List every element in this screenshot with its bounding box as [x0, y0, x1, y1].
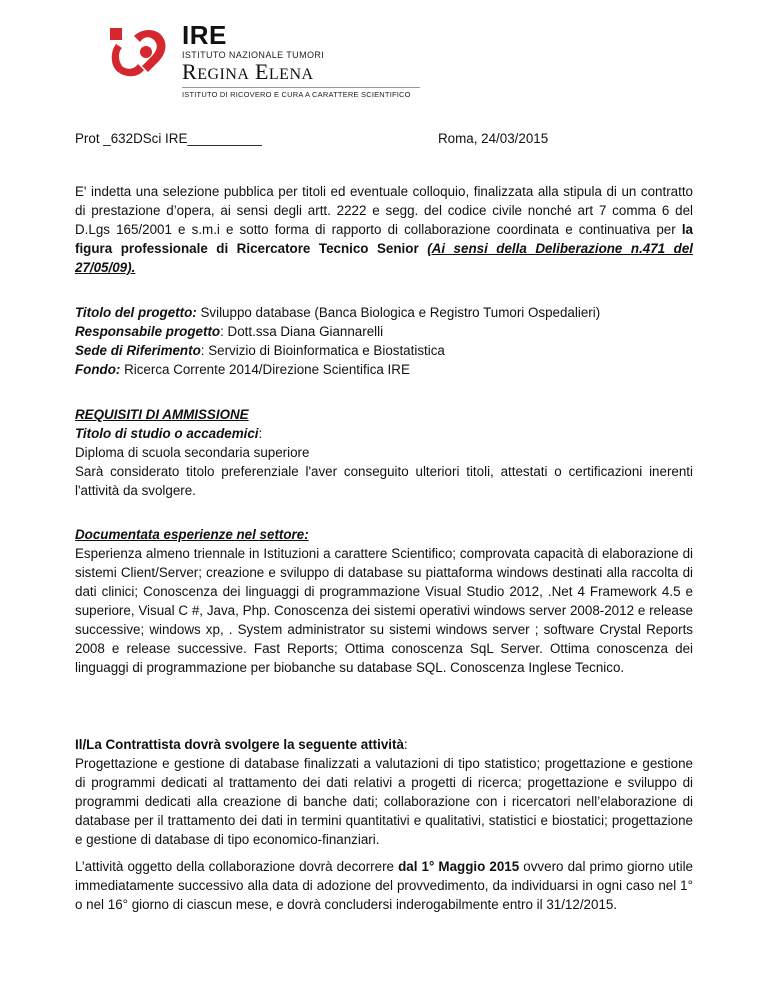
experience-text: Esperienza almeno triennale in Istituzioni a carattere Scientifico; comprovata capacità di elaborazione di sistemi Client/Server; creazione e sviluppo di database su piattaforma windows destinati alla raccolta di dati clinici; Conoscenza dei linguaggi di programmazione Visual Studio 2012, .Net 4 Framework 4.5 e superiore, Visual C #, Java, Php. Conoscenza dei sistemi operativi windows server 2008-2012 e release successive; windows xp, . System administrator su sistemi windows server ; software Crystal Reports 2008 e release successive. Fast Reports; Ottima conoscenza SqL Server. Ottima conoscenza dei linguaggi di programmazione per biobanche su database SQL. Conoscenza Inglese Tecnico. [75, 546, 693, 675]
logo-acronym: IRE [182, 20, 227, 50]
study-value: Diploma di scuola secondaria superiore [75, 445, 310, 460]
intro-bold: la figura professionale di Ricercatore Tecnico Senior [75, 222, 693, 256]
intro-paragraph [75, 182, 693, 277]
logo-line1: ISTITUTO NAZIONALE TUMORI [182, 50, 325, 60]
project-fund-row [75, 360, 693, 379]
project-title-row [75, 303, 693, 322]
start-post: ovvero dal primo giorno utile immediatamente successivo alla data di adozione del provvedimento, da individuarsi in ogni caso nel 1° o nel 16° giorno di ciascun mese, e dovrà concludersi inderogabilmente entro il 31/12/2015. [75, 859, 693, 912]
project-resp-value: : Dott.ssa Diana Giannarelli [220, 324, 384, 339]
project-seat-row [75, 341, 693, 360]
logo-line2: ISTITUTO DI RICOVERO E CURA A CARATTERE SCIENTIFICO [182, 90, 411, 99]
project-resp-row [75, 322, 693, 341]
activities-section [75, 735, 693, 849]
activities-colon: : [403, 737, 408, 752]
intro-text: E' indetta una selezione pubblica per titoli ed eventuale colloquio, finalizzata alla stipula di un contratto di prestazione d’opera, ai sensi degli artt. 2222 e segg. del codice civile nonché art 7 comma 6 del D.Lgs 165/2001 e s.m.i e sotto forma di rapporto di collaborazione coordinata e continuativa per [75, 184, 693, 237]
protocol-number: Prot _632DSci IRE__________ [75, 131, 262, 146]
project-details [75, 303, 693, 379]
preferential-text: Sarà considerato titolo preferenziale l'aver conseguito ulteriori titoli, attestati o certificazioni inerenti l'attività da svolgere. [75, 464, 693, 498]
study-colon: : [258, 426, 263, 441]
activities-text: Progettazione e gestione di database finalizzati a valutazioni di tipo statistico; progettazione e gestione di programmi dedicati al trattamento dei dati relativi a progetti di ricerca; progettazione e sviluppo di programmi dedicati alla creazione di banche dati; collaborazione con i ricercatori nell’elaborazione di database per il trattamento dei dati in termini quantitativi e qualitativi, statistici e biostatici; progettazione e gestione di database di tipo economico-finanziari. [75, 756, 693, 847]
project-resp-label: Responsabile progetto [75, 324, 221, 339]
experience-heading: Documentata esperienze nel settore: [75, 527, 309, 542]
project-title-value: Sviluppo database (Banca Biologica e Registro Tumori Ospedalieri) [196, 305, 601, 320]
project-seat-label: Sede di Riferimento [75, 343, 201, 358]
project-title-label: Titolo del progetto: [75, 305, 197, 320]
institute-logo [108, 20, 428, 100]
study-row [75, 424, 693, 443]
project-fund-value: Ricerca Corrente 2014/Direzione Scientifica IRE [120, 362, 410, 377]
project-seat-value: : Servizio di Bioinformatica e Biostatistica [200, 343, 445, 358]
requirements-heading: REQUISITI DI AMMISSIONE [75, 407, 249, 422]
ire-emblem-icon [108, 22, 176, 82]
activities-heading: Il/La Contrattista dovrà svolgere la seguente attività [75, 737, 404, 752]
logo-name: REGINA ELENA [182, 59, 314, 84]
study-label: Titolo di studio o accademici [75, 426, 259, 441]
place-date: Roma, 24/03/2015 [438, 131, 549, 146]
project-fund-label: Fondo: [75, 362, 121, 377]
start-paragraph [75, 857, 693, 914]
logo-divider [182, 87, 420, 88]
experience-section [75, 525, 693, 677]
activities-heading-row [75, 735, 693, 754]
requirements-section [75, 405, 693, 500]
start-date: dal 1° Maggio 2015 [398, 859, 520, 874]
intro-reference: (Ai sensi della Deliberazione n.471 del 27/05/09). [75, 241, 693, 275]
start-pre: L’attività oggetto della collaborazione dovrà decorrere [75, 859, 399, 874]
